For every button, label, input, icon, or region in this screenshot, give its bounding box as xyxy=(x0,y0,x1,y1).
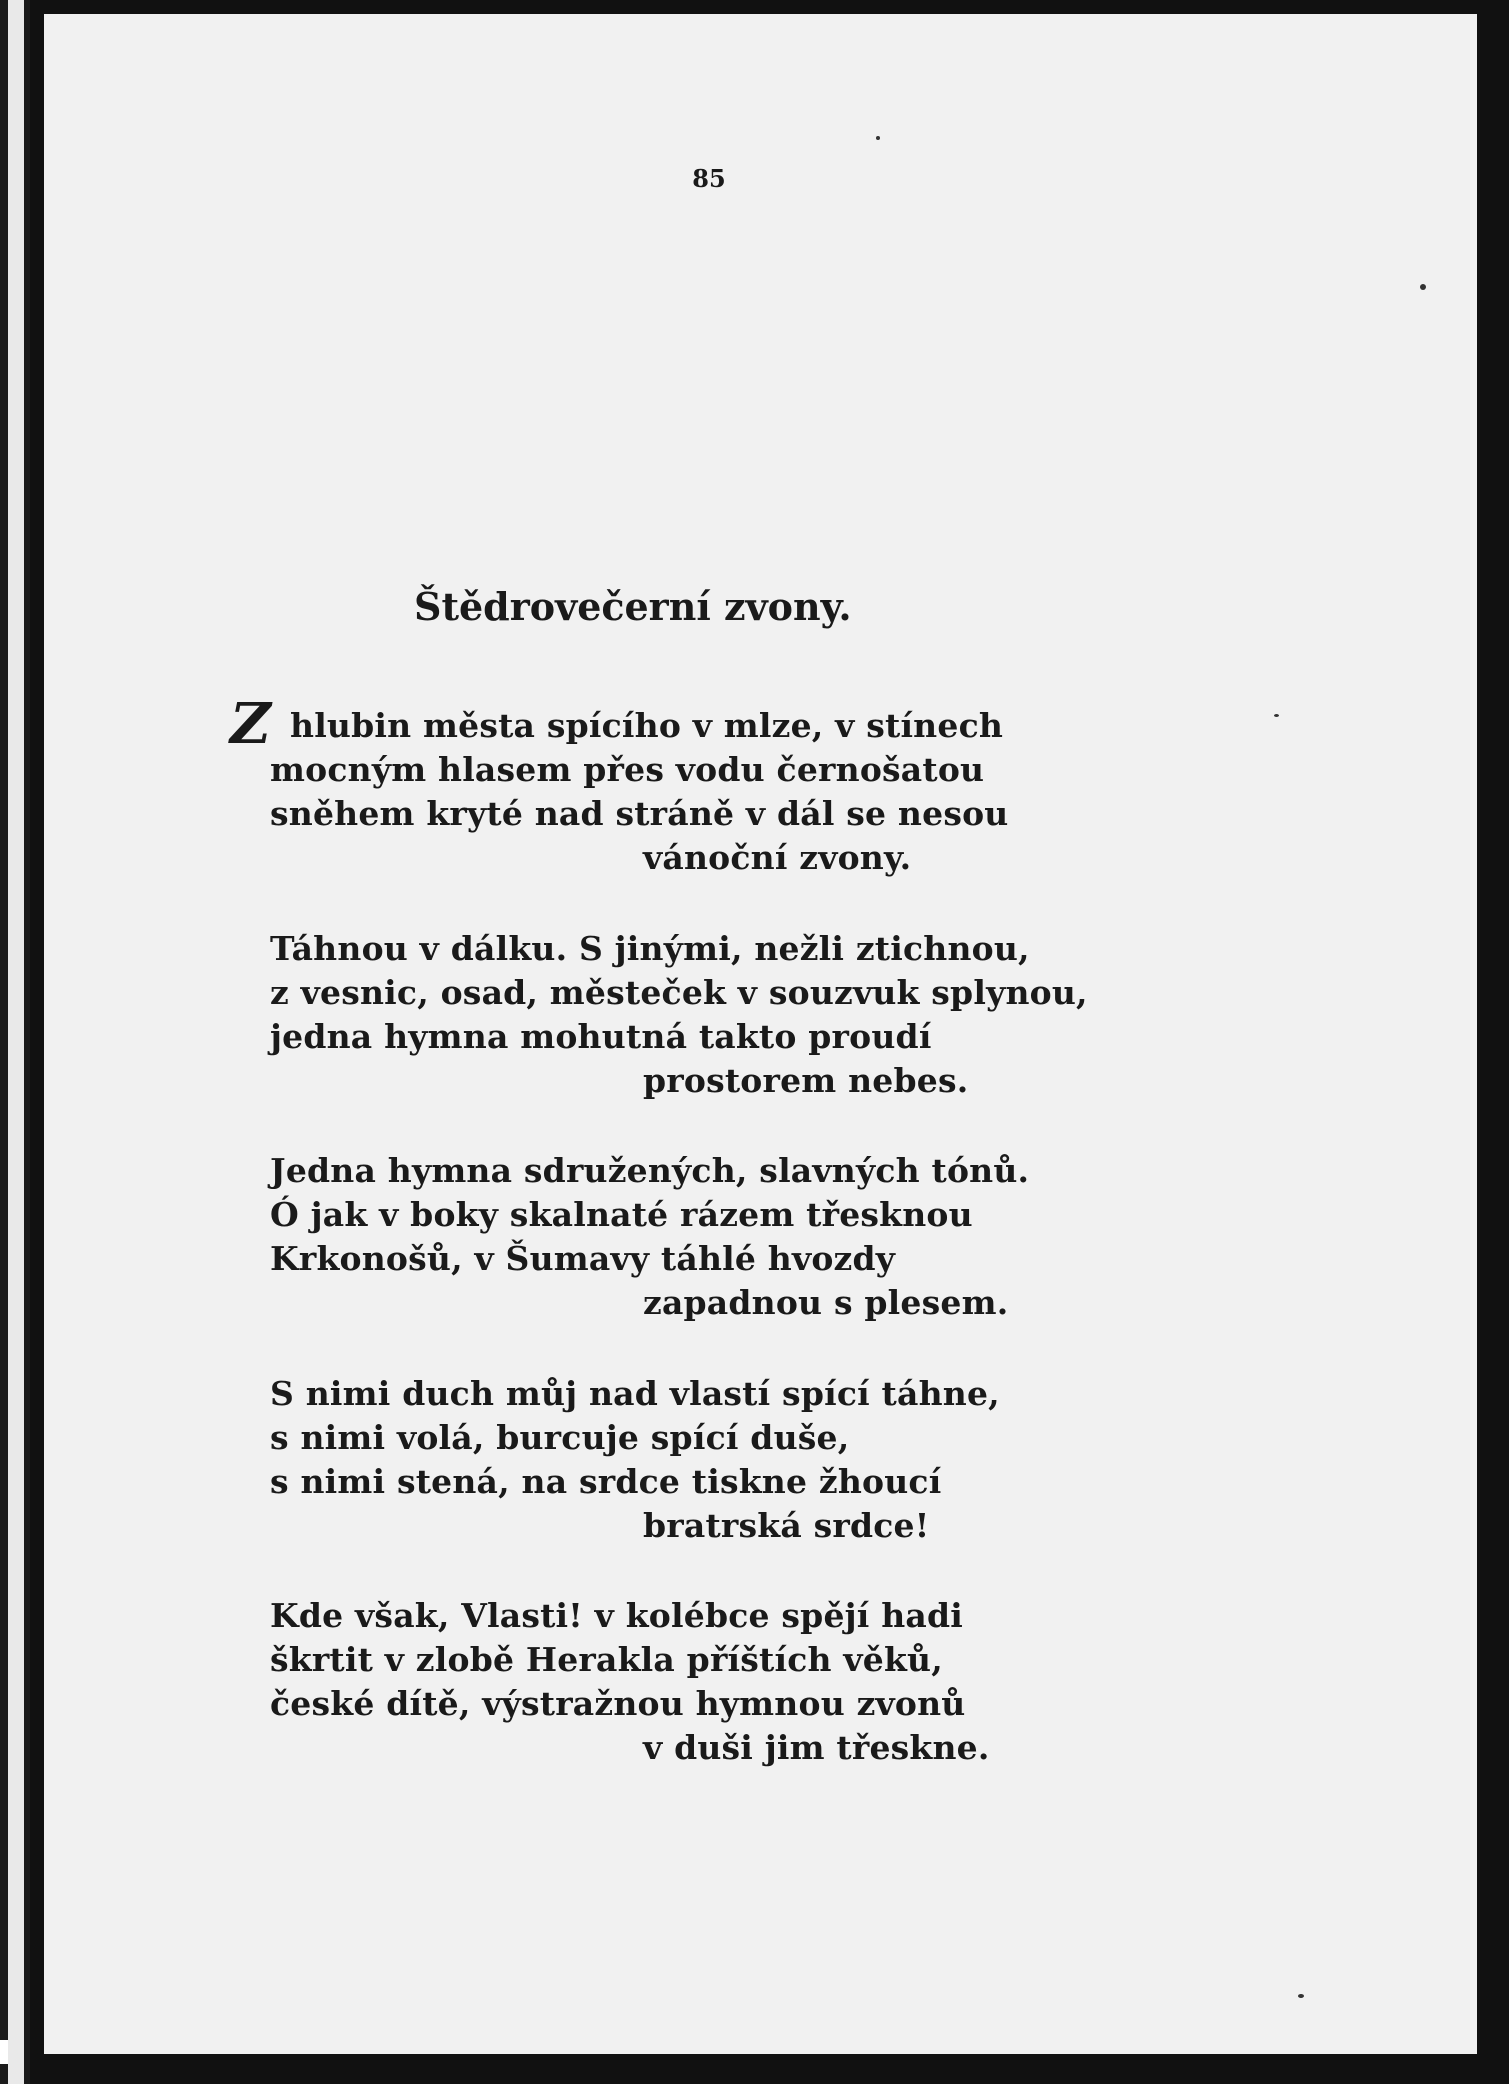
page-number: 85 xyxy=(692,164,726,193)
stanza-last-line: vánoční zvony. xyxy=(643,838,912,877)
stanza-last-line: v duši jim třeskne. xyxy=(643,1728,990,1767)
stanza-line: Jedna hymna sdružených, slavných tónů. xyxy=(270,1151,1030,1190)
scan-speck xyxy=(1274,714,1279,717)
stanza-last-line: prostorem nebes. xyxy=(643,1061,969,1100)
scan-edge-mark xyxy=(0,2040,8,2064)
stanza-1 xyxy=(270,704,1270,880)
scan-speck xyxy=(1298,1994,1304,1998)
stanza-last-line: zapadnou s plesem. xyxy=(643,1283,1009,1322)
drop-initial: Z xyxy=(230,691,271,757)
stanza-3 xyxy=(270,1149,1270,1325)
stanza-5 xyxy=(270,1594,1270,1770)
stanza-line: Táhnou v dálku. S jinými, nežli ztichnou, xyxy=(270,929,1030,968)
stanza-line: z vesnic, osad, městeček v souzvuk splynou, xyxy=(270,973,1088,1012)
stanza-line: Ó jak v boky skalnaté rázem třesknou xyxy=(270,1195,973,1234)
stanza-line: české dítě, výstražnou hymnou zvonů xyxy=(270,1684,966,1723)
stanza-4 xyxy=(270,1372,1270,1548)
book-page xyxy=(44,14,1477,2054)
scan-speck xyxy=(1420,284,1426,290)
stanza-line: s nimi volá, burcuje spící duše, xyxy=(270,1418,850,1457)
stanza-line: škrtit v zlobě Herakla příštích věků, xyxy=(270,1640,943,1679)
stanza-line: S nimi duch můj nad vlastí spící táhne, xyxy=(270,1374,1000,1413)
stanza-line: sněhem kryté nad stráně v dál se nesou xyxy=(270,794,1009,833)
poem-title: Štědrovečerní zvony. xyxy=(414,584,852,629)
scan-speck xyxy=(876,136,880,140)
stanza-line: Krkonošů, v Šumavy táhlé hvozdy xyxy=(270,1239,896,1278)
stanza-line: s nimi stená, na srdce tiskne žhoucí xyxy=(270,1462,942,1501)
stanza-line: mocným hlasem přes vodu černošatou xyxy=(270,750,985,789)
stanza-line: Kde však, Vlasti! v kolébce spějí hadi xyxy=(270,1596,963,1635)
scan-border-left xyxy=(0,0,30,2084)
stanza-2 xyxy=(270,927,1270,1103)
facing-page-edge xyxy=(8,0,24,2084)
stanza-line: jedna hymna mohutná takto proudí xyxy=(270,1017,932,1056)
stanza-line: hlubin města spícího v mlze, v stínech xyxy=(290,706,1004,745)
stanza-last-line: bratrská srdce! xyxy=(643,1506,930,1545)
